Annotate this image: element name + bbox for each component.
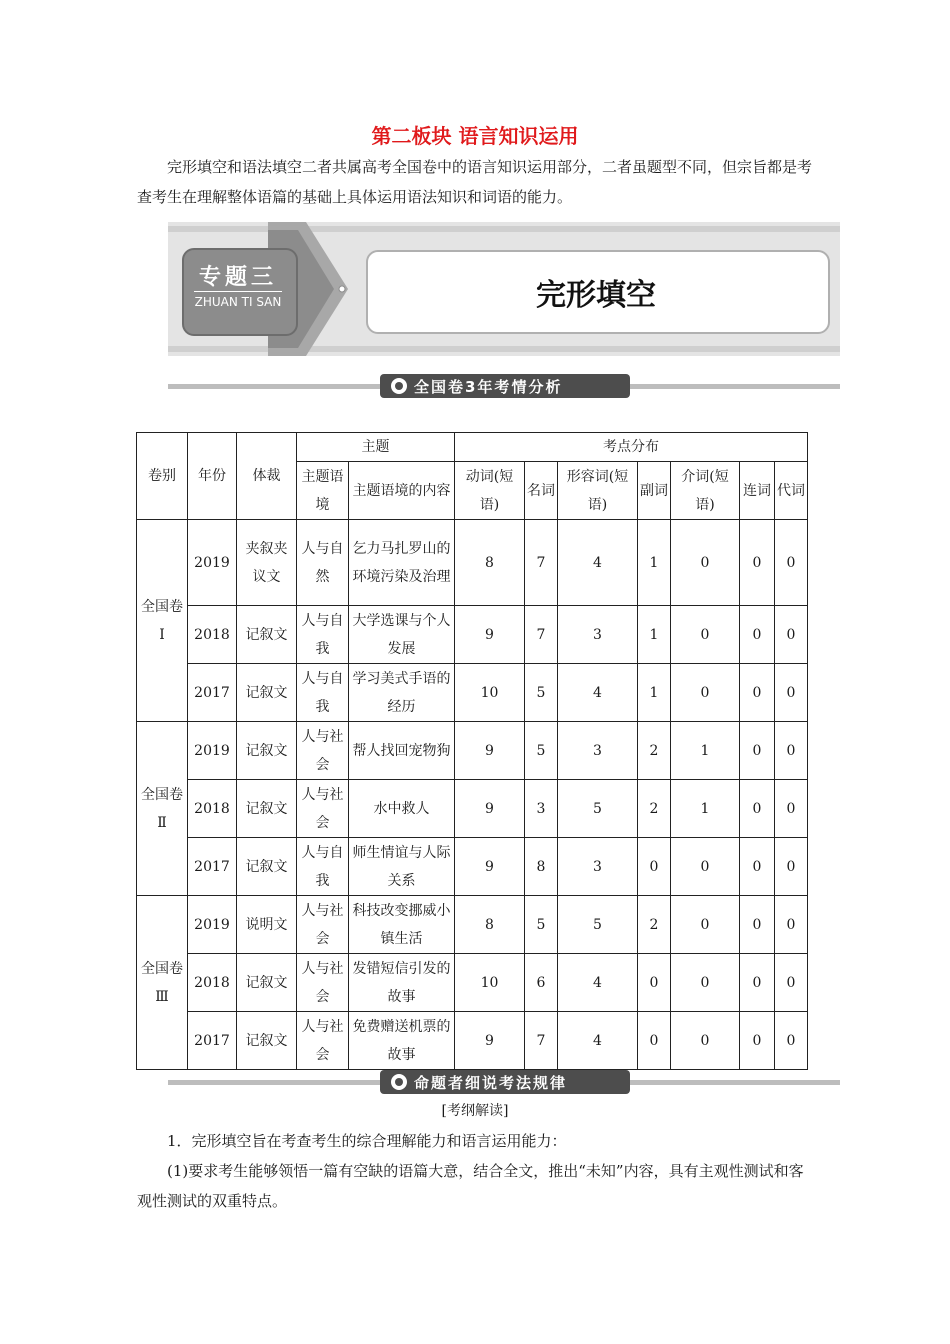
cell-adj: 3 (558, 838, 638, 896)
cell-content: 发错短信引发的故事 (349, 954, 455, 1012)
cell-adj: 4 (558, 1012, 638, 1070)
cell-verb: 9 (455, 838, 525, 896)
cell-year: 2017 (188, 838, 237, 896)
cell-verb: 10 (455, 954, 525, 1012)
cell-content: 水中救人 (349, 780, 455, 838)
cell-adj: 5 (558, 780, 638, 838)
badge-subtitle: ZHUAN TI SAN (194, 295, 282, 309)
cell-context: 人与社会 (297, 896, 349, 954)
cell-verb: 8 (455, 896, 525, 954)
cell-noun: 5 (525, 896, 558, 954)
badge-divider (194, 291, 282, 292)
cell-genre: 说明文 (237, 896, 297, 954)
cell-genre: 记叙文 (237, 606, 297, 664)
cell-context: 人与社会 (297, 954, 349, 1012)
cell-adv: 0 (638, 1012, 671, 1070)
cell-year: 2019 (188, 520, 237, 606)
cell-pron: 0 (775, 896, 808, 954)
cell-year: 2019 (188, 896, 237, 954)
cell-context: 人与自我 (297, 606, 349, 664)
cell-conj: 0 (740, 1012, 775, 1070)
header-zhuti-neirong: 主题语境的内容 (349, 462, 455, 520)
header-lianci: 连词 (740, 462, 775, 520)
header-dongci: 动词(短语) (455, 462, 525, 520)
cell-conj: 0 (740, 520, 775, 606)
cell-noun: 7 (525, 606, 558, 664)
table-row (137, 722, 808, 780)
cell-pron: 0 (775, 606, 808, 664)
exam-analysis-table (136, 432, 808, 1070)
cell-pron: 0 (775, 1012, 808, 1070)
cell-noun: 8 (525, 838, 558, 896)
group-label: 全国卷Ⅱ (137, 722, 188, 896)
kaogang-heading: [考纲解读] (441, 1103, 509, 1119)
cell-content: 科技改变挪威小镇生活 (349, 896, 455, 954)
table-row (137, 520, 808, 606)
cell-pron: 0 (775, 664, 808, 722)
cell-year: 2018 (188, 954, 237, 1012)
header-zhuti-yujing: 主题语境 (297, 462, 349, 520)
intro-paragraph: 完形填空和语法填空二者共属高考全国卷中的语言知识运用部分，二者虽题型不同，但宗旨都是考查考生在理解整体语篇的基础上具体运用语法知识和词语的能力。 (137, 158, 813, 206)
table-row (137, 1012, 808, 1070)
cell-adj: 3 (558, 606, 638, 664)
table-row (137, 606, 808, 664)
cell-adj: 3 (558, 722, 638, 780)
cell-noun: 7 (525, 520, 558, 606)
cell-adj: 4 (558, 954, 638, 1012)
cell-adv: 1 (638, 520, 671, 606)
cell-year: 2018 (188, 780, 237, 838)
cell-prep: 0 (671, 896, 740, 954)
header-kaodian: 考点分布 (455, 433, 808, 462)
cell-prep: 0 (671, 1012, 740, 1070)
cell-adv: 2 (638, 722, 671, 780)
cell-genre: 记叙文 (237, 722, 297, 780)
cell-noun: 3 (525, 780, 558, 838)
cell-pron: 0 (775, 780, 808, 838)
cell-pron: 0 (775, 838, 808, 896)
header-zhuti: 主题 (297, 433, 455, 462)
cell-pron: 0 (775, 520, 808, 606)
cell-pron: 0 (775, 954, 808, 1012)
cell-context: 人与社会 (297, 722, 349, 780)
header-fuci: 副词 (638, 462, 671, 520)
header-juanbie: 卷别 (137, 433, 188, 520)
section-icon (391, 1074, 407, 1090)
cell-genre: 记叙文 (237, 780, 297, 838)
cell-content: 乞力马扎罗山的环境污染及治理 (349, 520, 455, 606)
cell-verb: 9 (455, 1012, 525, 1070)
cell-context: 人与社会 (297, 780, 349, 838)
cell-noun: 6 (525, 954, 558, 1012)
header-nianfen: 年份 (188, 433, 237, 520)
cell-prep: 0 (671, 664, 740, 722)
cell-noun: 7 (525, 1012, 558, 1070)
header-jieci: 介词(短语) (671, 462, 740, 520)
cell-prep: 0 (671, 954, 740, 1012)
cell-content: 免费赠送机票的故事 (349, 1012, 455, 1070)
cell-adv: 2 (638, 780, 671, 838)
cell-prep: 0 (671, 838, 740, 896)
cell-adj: 4 (558, 664, 638, 722)
group-label: 全国卷Ⅰ (137, 520, 188, 722)
cell-genre: 记叙文 (237, 954, 297, 1012)
cell-context: 人与社会 (297, 1012, 349, 1070)
cell-prep: 1 (671, 722, 740, 780)
cell-prep: 0 (671, 606, 740, 664)
cell-verb: 9 (455, 722, 525, 780)
cell-noun: 5 (525, 664, 558, 722)
cell-noun: 5 (525, 722, 558, 780)
page-title: 第二板块 语言知识运用 (371, 124, 579, 148)
cell-genre: 记叙文 (237, 1012, 297, 1070)
table-row (137, 838, 808, 896)
table-row (137, 664, 808, 722)
cell-adv: 0 (638, 954, 671, 1012)
cell-adj: 4 (558, 520, 638, 606)
topic-banner (168, 222, 840, 356)
cell-content: 学习美式手语的经历 (349, 664, 455, 722)
cell-conj: 0 (740, 838, 775, 896)
cell-conj: 0 (740, 954, 775, 1012)
point-1: 1．完形填空旨在考查考生的综合理解能力和语言运用能力： (167, 1132, 567, 1150)
cell-verb: 9 (455, 780, 525, 838)
cell-pron: 0 (775, 722, 808, 780)
cell-conj: 0 (740, 780, 775, 838)
header-ticai: 体裁 (237, 433, 297, 520)
section-label: 命题者细说考法规律 (414, 1074, 568, 1092)
header-xingrongci: 形容词(短语) (558, 462, 638, 520)
cell-year: 2017 (188, 1012, 237, 1070)
cell-adj: 5 (558, 896, 638, 954)
cell-adv: 1 (638, 664, 671, 722)
table-row (137, 954, 808, 1012)
cell-verb: 8 (455, 520, 525, 606)
cell-content: 师生情谊与人际关系 (349, 838, 455, 896)
section-header-rules (168, 1070, 840, 1094)
cell-conj: 0 (740, 664, 775, 722)
cell-genre: 记叙文 (237, 664, 297, 722)
cell-prep: 1 (671, 780, 740, 838)
header-daici: 代词 (775, 462, 808, 520)
cell-year: 2018 (188, 606, 237, 664)
cell-verb: 10 (455, 664, 525, 722)
cell-content: 大学选课与个人发展 (349, 606, 455, 664)
cell-conj: 0 (740, 722, 775, 780)
cell-adv: 2 (638, 896, 671, 954)
cell-year: 2017 (188, 664, 237, 722)
cell-genre: 记叙文 (237, 838, 297, 896)
cell-context: 人与自我 (297, 838, 349, 896)
section-icon (391, 378, 407, 394)
cell-prep: 0 (671, 520, 740, 606)
cell-conj: 0 (740, 896, 775, 954)
table-row (137, 896, 808, 954)
header-mingci: 名词 (525, 462, 558, 520)
cell-context: 人与自我 (297, 664, 349, 722)
badge-label: 专题三 (198, 265, 277, 290)
cell-content: 帮人找回宠物狗 (349, 722, 455, 780)
topic-title: 完形填空 (536, 278, 656, 313)
cell-genre: 夹叙夹议文 (237, 520, 297, 606)
section-label: 全国卷3年考情分析 (414, 378, 563, 396)
point-1-1: (1)要求考生能够领悟一篇有空缺的语篇大意，结合全文，推出“未知”内容，具有主观性测试和客观性测试的双重特点。 (137, 1162, 804, 1210)
cell-adv: 1 (638, 606, 671, 664)
group-label: 全国卷Ⅲ (137, 896, 188, 1070)
section-header-analysis (168, 374, 840, 398)
cell-conj: 0 (740, 606, 775, 664)
cell-context: 人与自然 (297, 520, 349, 606)
cell-year: 2019 (188, 722, 237, 780)
cell-verb: 9 (455, 606, 525, 664)
table-row (137, 780, 808, 838)
cell-adv: 0 (638, 838, 671, 896)
